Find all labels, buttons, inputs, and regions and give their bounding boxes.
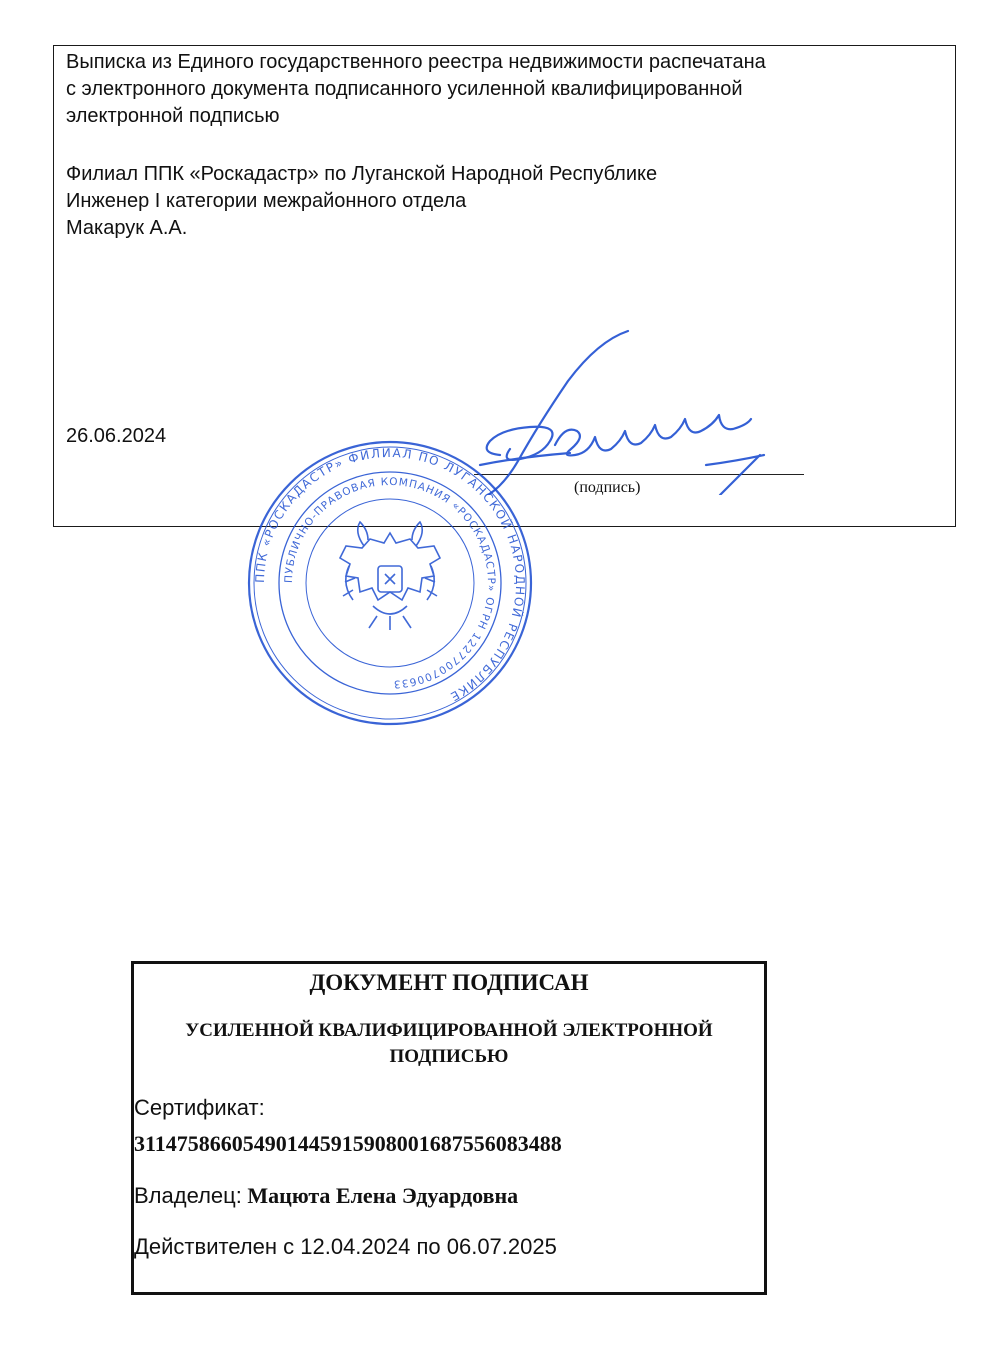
extract-line-1: Выписка из Единого государственного реестра недвижимости распечатана — [66, 51, 766, 73]
eds-title: ДОКУМЕНТ ПОДПИСАН — [309, 970, 589, 995]
eds-subtitle-line-1: УСИЛЕННОЙ КВАЛИФИЦИРОВАННОЙ ЭЛЕКТРОННОЙ — [185, 1020, 713, 1041]
official-name: Макарук А.А. — [66, 217, 188, 239]
stamp-inner-text: ПУБЛИЧНО-ПРАВОВАЯ КОМПАНИЯ «РОСКАДАСТР» ОГРН 1227700700633 — [282, 475, 498, 691]
certificate-label: Сертификат: — [134, 1095, 265, 1120]
svg-text:ПУБЛИЧНО-ПРАВОВАЯ КОМПАНИЯ «РО — [283, 476, 497, 690]
owner-name: Мацюта Елена Эдуардовна — [247, 1183, 519, 1208]
branch-name: Филиал ППК «Роскадастр» по Луганской Народной Республике — [66, 163, 658, 185]
owner-label: Владелец: — [134, 1183, 242, 1208]
extract-line-3: электронной подписью — [66, 105, 280, 127]
owner-row — [134, 1183, 518, 1209]
document-date: 26.06.2024 — [66, 425, 167, 447]
official-position: Инженер I категории межрайонного отдела — [66, 190, 467, 212]
extract-line-2: с электронного документа подписанного усиленной квалифицированной — [66, 78, 743, 100]
electronic-signature-box — [131, 961, 767, 1295]
stamp-outer-text: ППК «РОСКАДАСТР» ФИЛИАЛ ПО ЛУГАНСКОЙ НАРОДНОЙ РЕСПУБЛИКЕ — [252, 445, 528, 705]
signature-caption: (подпись) — [574, 479, 641, 496]
validity-period: Действителен с 12.04.2024 по 06.07.2025 — [134, 1234, 557, 1259]
eds-subtitle-line-2: ПОДПИСЬЮ — [389, 1046, 509, 1067]
coat-of-arms-icon — [340, 522, 440, 630]
eds-subtitle — [134, 1018, 764, 1070]
certificate-number: 311475866054901445915908001687556083488 — [134, 1131, 562, 1156]
handwritten-signature — [460, 325, 800, 495]
